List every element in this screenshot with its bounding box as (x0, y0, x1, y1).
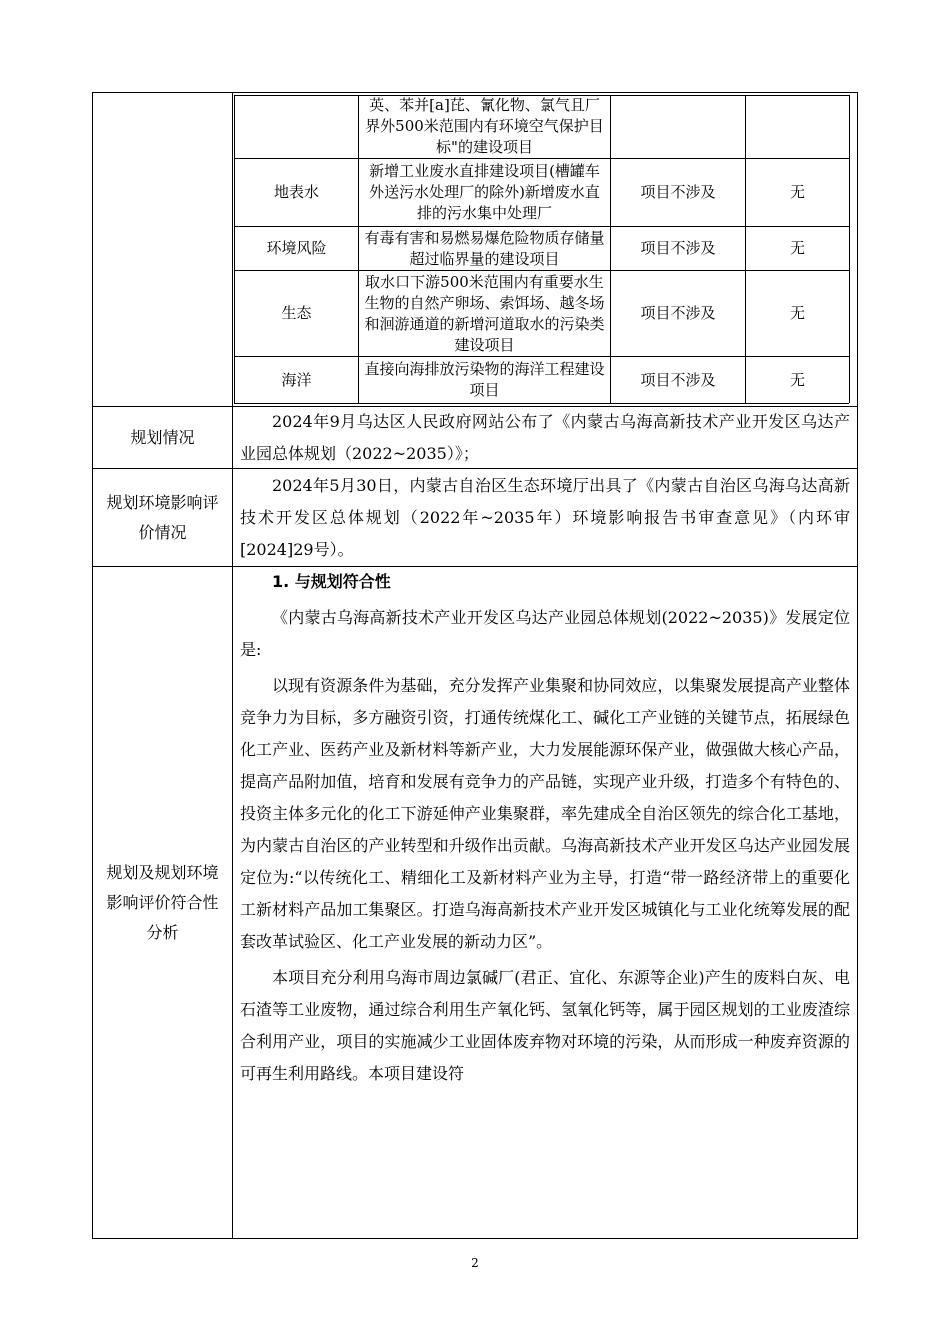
planning-text: 2024年9月乌达区人民政府网站公布了《内蒙古乌海高新技术产业开发区乌达产业园总体规划（2022~2035）》； (240, 412, 850, 463)
env-row-note: 无 (789, 304, 805, 322)
planning-eia-label: 规划环境影响评价情况 (106, 492, 219, 542)
env-row-category: 生态 (281, 304, 312, 322)
env-row-situation: 项目不涉及 (640, 370, 716, 389)
column-divider (232, 92, 233, 1239)
planning-label: 规划情况 (130, 427, 195, 447)
conformity-label: 规划及规划环境影响评价符合性分析 (106, 863, 219, 942)
env-row-content: 直接向海排放污染物的海洋工程建设项目 (364, 360, 605, 399)
conformity-heading: 1. 与规划符合性 (272, 572, 391, 591)
env-row-content: 取水口下游500米范围内有重要水生生物的自然产卵场、索饵场、越冬场和洄游通道的新增河道取水的污染类建设项目 (364, 272, 605, 354)
conformity-body (240, 566, 850, 1090)
env-row-note: 无 (789, 370, 805, 389)
conformity-paragraph: 本项目充分利用乌海市周边氯碱厂(君正、宜化、东源等企业)产生的废料白灰、电石渣等工业废物，通过综合利用生产氧化钙、氢氧化钙等，属于园区规划的工业废渣综合利用产业，项目的实施减少工业固体废弃物对环境的污染，从而形成一种废弃资源的可再生利用路线。本项目建设符 (240, 968, 850, 1083)
env-row-situation: 项目不涉及 (640, 239, 716, 257)
env-row-category: 地表水 (273, 183, 319, 201)
env-row-category: 海洋 (281, 370, 312, 389)
env-row-content: 英、苯并[a]芘、氰化物、氯气且厂界外500米范围内有环境空气保护目标"的建设项目 (365, 96, 604, 156)
env-row-situation: 项目不涉及 (640, 183, 716, 201)
page-number: 2 (471, 1256, 479, 1270)
sub-table-row-line (234, 403, 849, 404)
env-row-category: 环境风险 (266, 239, 327, 257)
env-row-content: 新增工业废水直排建设项目(槽罐车外送污水处理厂的除外)新增废水直排的污水集中处理厂 (369, 162, 600, 222)
conformity-paragraph: 《内蒙古乌海高新技术产业开发区乌达产业园总体规划(2022~2035)》发展定位是: (240, 608, 850, 659)
env-row-note: 无 (789, 183, 805, 201)
conformity-paragraph: 以现有资源条件为基础，充分发挥产业集聚和协同效应，以集聚发展提高产业整体竞争力为目标，多方融资引资，打通传统煤化工、碱化工产业链的关键节点，拓展绿色化工产业、医药产业及新材料等新产业，大力发展能源环保产业，做强做大核心产品，提高产品附加值，培育和发展有竞争力的产品链，实现产业升级，打造多个有特色的、投资主体多元化的化工下游延伸产业集聚群，率先建成全自治区领先的综合化工基地，为内蒙古自治区的产业转型和升级作出贡献。乌海高新技术产业开发区乌达产业园发展定位为:“以传统化工、精细化工及新材料产业为主导，打造“带一路经济带上的重要化工新材料产品加工集聚区。打造乌海高新技术产业开发区城镇化与工业化统筹发展的配套改革试验区、化工产业发展的新动力区”。 (240, 676, 850, 951)
planning-eia-text: 2024年5月30日，内蒙古自治区生态环境厅出具了《内蒙古自治区乌海乌达高新技术开发区总体规划（2022年~2035年）环境影响报告书审查意见》（内环审[2024]29号）。 (240, 476, 850, 559)
sub-table-right-border (849, 95, 850, 403)
env-row-situation: 项目不涉及 (640, 304, 716, 322)
env-row-note: 无 (789, 239, 805, 257)
env-row-content: 有毒有害和易燃易爆危险物质存储量超过临界量的建设项目 (364, 228, 605, 268)
